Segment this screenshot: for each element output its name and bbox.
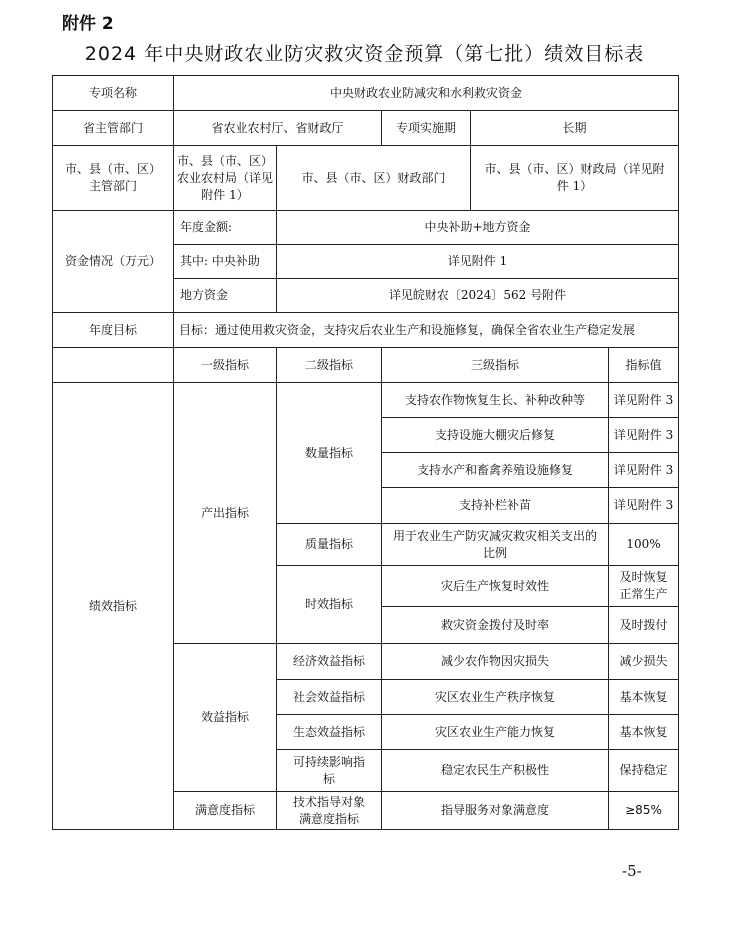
header-blank-cell	[53, 348, 174, 383]
indicator-value: ≥85%	[609, 792, 679, 830]
annual-amount-value: 中央补助+地方资金	[277, 211, 679, 245]
page-title: 2024 年中央财政农业防灾救灾资金预算（第七批）绩效目标表	[84, 43, 645, 65]
header-level2: 二级指标	[277, 348, 382, 383]
province-dept-label: 省主管部门	[53, 111, 174, 146]
local-funds-value: 详见皖财农〔2024〕562 号附件	[277, 279, 679, 313]
header-level1: 一级指标	[174, 348, 277, 383]
indicator-value: 详见附件 3	[609, 418, 679, 453]
output-indicator-label: 产出指标	[174, 383, 277, 644]
annual-amount-label: 年度金额:	[174, 211, 277, 245]
indicator-value: 基本恢复	[609, 680, 679, 715]
attachment-label: 附件 2	[62, 14, 114, 34]
local-funds-label: 地方资金	[174, 279, 277, 313]
sustainable-indicator-label: 可持续影响指标	[277, 750, 382, 792]
indicator-name: 支持设施大棚灾后修复	[382, 418, 609, 453]
indicator-name: 稳定农民生产积极性	[382, 750, 609, 792]
province-dept-value: 省农业农村厅、省财政厅	[174, 111, 382, 146]
indicator-value: 详见附件 3	[609, 453, 679, 488]
timeliness-indicator-label: 时效指标	[277, 566, 382, 644]
indicator-name: 灾区农业生产能力恢复	[382, 715, 609, 750]
city-finance-bureau: 市、县（市、区）财政局（详见附件 1）	[471, 146, 679, 211]
indicator-name: 灾区农业生产秩序恢复	[382, 680, 609, 715]
satisfaction-indicator-label: 满意度指标	[174, 792, 277, 830]
city-agri-dept: 市、县（市、区）农业农村局（详见附件 1）	[174, 146, 277, 211]
indicator-value: 保持稳定	[609, 750, 679, 792]
project-value: 中央财政农业防减灾和水利救灾资金	[174, 76, 679, 111]
performance-target-table	[52, 75, 679, 830]
indicator-name: 灾后生产恢复时效性	[382, 566, 609, 607]
indicator-name: 救灾资金拨付及时率	[382, 607, 609, 644]
page-number: -5-	[622, 862, 642, 880]
indicator-name: 指导服务对象满意度	[382, 792, 609, 830]
performance-indicator-label: 绩效指标	[53, 383, 174, 830]
quantity-indicator-label: 数量指标	[277, 383, 382, 524]
indicator-name: 支持补栏补苗	[382, 488, 609, 524]
annual-goal-label: 年度目标	[53, 313, 174, 348]
indicator-name: 支持农作物恢复生长、补种改种等	[382, 383, 609, 418]
ecological-indicator-label: 生态效益指标	[277, 715, 382, 750]
annual-goal-value: 目标：通过使用救灾资金，支持灾后农业生产和设施修复，确保全省农业生产稳定发展	[174, 313, 679, 348]
indicator-value: 详见附件 3	[609, 383, 679, 418]
social-indicator-label: 社会效益指标	[277, 680, 382, 715]
funds-label: 资金情况（万元）	[53, 211, 174, 313]
satisfaction-sub-indicator-label: 技术指导对象满意度指标	[277, 792, 382, 830]
benefit-indicator-label: 效益指标	[174, 644, 277, 792]
quality-indicator-label: 质量指标	[277, 524, 382, 566]
period-value: 长期	[471, 111, 679, 146]
economic-indicator-label: 经济效益指标	[277, 644, 382, 680]
indicator-value: 及时拨付	[609, 607, 679, 644]
indicator-value: 减少损失	[609, 644, 679, 680]
indicator-value: 详见附件 3	[609, 488, 679, 524]
indicator-value: 及时恢复正常生产	[609, 566, 679, 607]
central-subsidy-label: 其中: 中央补助	[174, 245, 277, 279]
period-label: 专项实施期	[382, 111, 471, 146]
indicator-name: 用于农业生产防灾减灾救灾相关支出的比例	[382, 524, 609, 566]
header-value: 指标值	[609, 348, 679, 383]
indicator-value: 基本恢复	[609, 715, 679, 750]
city-dept-label: 市、县（市、区）主管部门	[53, 146, 174, 211]
city-finance-dept: 市、县（市、区）财政部门	[277, 146, 471, 211]
central-subsidy-value: 详见附件 1	[277, 245, 679, 279]
indicator-value: 100%	[609, 524, 679, 566]
indicator-name: 支持水产和畜禽养殖设施修复	[382, 453, 609, 488]
project-label: 专项名称	[53, 76, 174, 111]
header-level3: 三级指标	[382, 348, 609, 383]
indicator-name: 减少农作物因灾损失	[382, 644, 609, 680]
